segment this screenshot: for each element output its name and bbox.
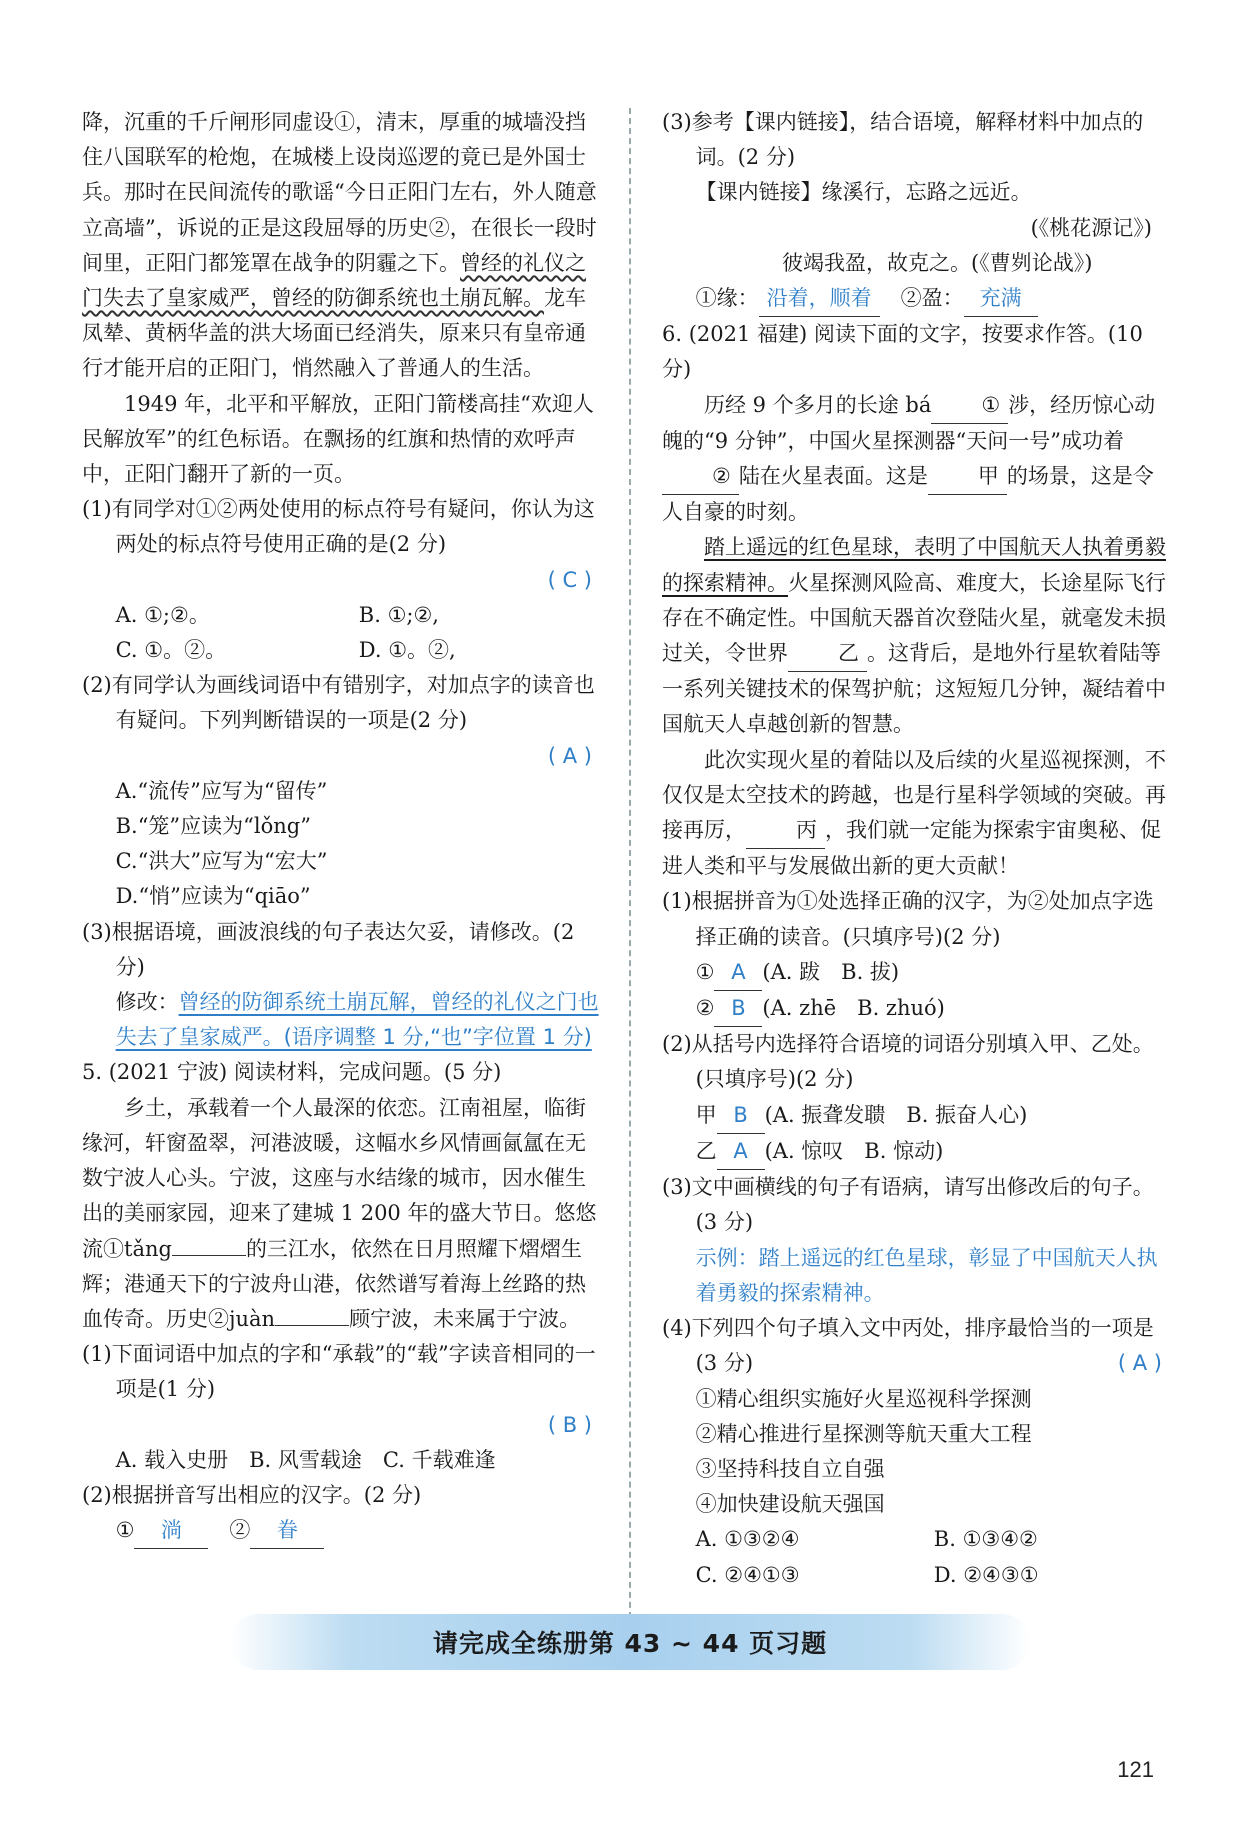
pinyin-blank-1: [172, 1255, 246, 1256]
answer-bracket: ( A ): [1117, 1351, 1162, 1376]
option: B.“笼”应读为“lǒng”: [115, 814, 311, 839]
revision-answer: 修改：曾经的防御系统土崩瓦解，曾经的礼仪之门也失去了皇家威严。(语序调整 1 分,“也”字位置 1 分): [115, 990, 599, 1050]
question-2: (2)有同学认为画线词语中有错别字，对加点字的读音也有疑问。下列判断错误的一项是(2 分): [82, 673, 595, 733]
answer-bracket: ( A ): [547, 743, 592, 768]
option: D.“悄”应读为“qiāo”: [115, 884, 311, 909]
option: C.“洪大”应写为“宏大”: [115, 849, 328, 874]
fill-answer: ② B (A. zhē B. zhuó): [662, 991, 1172, 1027]
right-column: [662, 105, 1172, 1593]
passage-paragraph: 降，沉重的千斤闸形同虚设①，清末，厚重的城墙没挡住八国联军的枪炮，在城楼上设岗巡逻的竟已是外国士兵。那时在民间流传的歌谣“今日正阳门左右，外人随意立高墙”，诉说的正是这段屈辱的历史②，在很长一段时间里，正阳门都笼罩在战争的阴霾之下。曾经的礼仪之门失去了皇家威严，曾经的防御系统也土崩瓦解。龙车凤辇、黄柄华盖的洪大场面已经消失，原来只有皇帝通行才能开启的正阳门，悄然融入了普通人的生活。: [82, 110, 597, 381]
question-3: (3)根据语境，画波浪线的句子表达欠妥，请修改。(2 分): [82, 919, 575, 979]
list-item: ①精心组织实施好火星巡视科学探测: [695, 1386, 1032, 1411]
question-5-2: (2)根据拼音写出相应的汉字。(2 分): [82, 1482, 422, 1507]
question-6-heading: 6. (2021 福建) 阅读下面的文字，按要求作答。(10 分): [662, 322, 1143, 382]
course-link: 【课内链接】缘溪行，忘路之远近。: [695, 180, 1032, 205]
question-5-heading: 5. (2021 宁波) 阅读材料，完成问题。(5 分): [82, 1060, 502, 1085]
question-6-1: (1)根据拼音为①处选择正确的汉字，为②处加点字选择正确的读音。(只填序号)(2 分): [662, 889, 1154, 949]
fill-answers: ① 淌 ② 眷: [82, 1513, 602, 1549]
course-link: 彼竭我盈，故克之。(《曹刿论战》): [782, 250, 1093, 275]
list-item: ②精心推进行星探测等航天重大工程: [695, 1421, 1032, 1446]
answer-bracket: ( C ): [547, 567, 592, 592]
left-column: [82, 105, 602, 1549]
options-row: A. ①;②。 B. ①;②,: [115, 602, 439, 627]
column-divider: [629, 108, 631, 1638]
fill-answer: 乙 A (A. 惊叹 B. 惊动): [662, 1134, 1172, 1170]
passage-paragraph: 历经 9 个多月的长途 bá ① 涉，经历惊心动魄的“9 分钟”，中国火星探测器“天问一号”成功着② 陆在火星表面。这是 甲 的场景，这是令人自豪的时刻。: [662, 388, 1172, 531]
list-item: ③坚持科技自立自强: [695, 1456, 885, 1481]
options-row: A. ①③②④ B. ①③④②: [695, 1527, 1038, 1552]
page-number: 121: [1117, 1757, 1154, 1782]
footer-banner: 请完成全练册第 43 ~ 44 页习题: [230, 1614, 1030, 1670]
question-6-4: (4)下列四个句子填入文中丙处，排序最恰当的一项是(3 分): [662, 1315, 1154, 1376]
passage-paragraph: 乡土，承载着一个人最深的依恋。江南祖屋，临街缘河，轩窗盈翠，河港波暖，这幅水乡风情画氤氲在无数宁波人心头。宁波，这座与水结缘的城市，因水催生出的美丽家园，迎来了建城 1 200 年的盛大节日。悠悠流①tǎng 的三江水，依然在日月照耀下熠熠生辉；港通天下的宁波舟山港，依然谱写着海上丝路的热血传奇。历史②juàn 顾宁波，未来属于宁波。: [82, 1095, 597, 1331]
fill-answer: ① A (A. 跋 B. 拔): [662, 955, 1172, 991]
question-3-link: (3)参考【课内链接】，结合语境，解释材料中加点的词。(2 分): [662, 110, 1144, 170]
passage-paragraph: 此次实现火星的着陆以及后续的火星巡视探测，不仅仅是太空技术的跨越，也是行星科学领域的突破。再接再厉， 丙 ，我们就一定能为探索宇宙奥秘、促进人类和平与发展做出新的更大贡献！: [662, 747, 1166, 879]
option: A.“流传”应写为“留传”: [115, 778, 328, 803]
options-row: C. ②④①③ D. ②④③①: [695, 1562, 1039, 1587]
fill-answers: ①缘： 沿着，顺着 ②盈： 充满: [662, 281, 1172, 317]
answer-bracket: ( B ): [547, 1412, 592, 1437]
passage-paragraph: 1949 年，北平和平解放，正阳门箭楼高挂“欢迎人民解放军”的红色标语。在飘扬的红旗和热情的欢呼声中，正阳门翻开了新的一页。: [82, 391, 594, 487]
underlined-sentence: 踏上遥远的红色星球，表明了中国航天人执着勇毅的探索精神。: [662, 535, 1166, 595]
pinyin-blank-2: [275, 1325, 349, 1326]
fill-answer: 甲 B (A. 振聋发聩 B. 振奋人心): [662, 1098, 1172, 1134]
course-link-source: (《桃花源记》): [1030, 215, 1152, 240]
question-6-2: (2)从括号内选择符合语境的词语分别填入甲、乙处。(只填序号)(2 分): [662, 1032, 1154, 1092]
question-6-3: (3)文中画横线的句子有语病，请写出修改后的句子。(3 分): [662, 1175, 1154, 1235]
passage-paragraph: 踏上遥远的红色星球，表明了中国航天人执着勇毅的探索精神。火星探测风险高、难度大，长途星际飞行存在不确定性。中国航天器首次登陆火星，就毫发未损过关，令世界 乙 。这背后，是地外行星软着陆等一系列关键技术的保驾护航；这短短几分钟，凝结着中国航天人卓越创新的智慧。: [662, 535, 1166, 737]
answer-text: 示例：踏上遥远的红色星球，彰显了中国航天人执着勇毅的探索精神。: [695, 1245, 1158, 1305]
list-item: ④加快建设航天强国: [695, 1492, 885, 1517]
options-row: A. 载入史册 B. 风雪载途 C. 千载难逢: [115, 1447, 496, 1472]
options-row: C. ①。②。 D. ①。②,: [115, 638, 456, 663]
wavy-sentence: 曾经的礼仪之门失去了皇家威严，曾经的防御系统也土崩瓦解。: [82, 250, 586, 311]
question-5-1: (1)下面词语中加点的字和“承载”的“载”字读音相同的一项是(1 分): [82, 1342, 596, 1402]
question-1: (1)有同学对①②两处使用的标点符号有疑问，你认为这两处的标点符号使用正确的是(2 分): [82, 497, 595, 557]
